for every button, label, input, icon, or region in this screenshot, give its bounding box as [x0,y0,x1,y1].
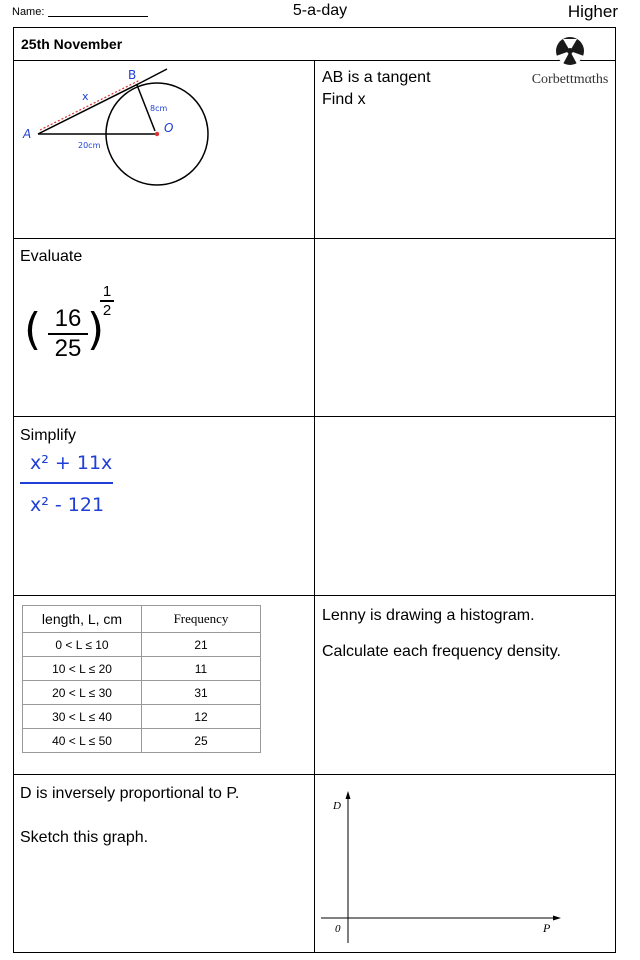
origin-label: 0 [335,923,341,935]
q3-instruction: Simplify [20,427,77,444]
table-cell: 10 < L ≤ 20 [23,657,142,681]
name-label: Name: [12,6,45,18]
table-header-row [23,606,261,633]
q2-exponent [100,284,114,318]
y-axis-arrow [346,791,351,799]
table-row [23,729,261,753]
q2-numerator: 16 [54,305,82,332]
x-axis-label: P [543,921,551,935]
q2-exp-denominator: 2 [102,301,112,319]
centre-point [155,132,159,136]
q4-line2: Calculate each frequency density. [322,643,561,660]
table-cell: 12 [142,705,261,729]
label-radius: 8cm [150,104,168,113]
table-row [23,681,261,705]
label-a: A [23,127,32,141]
axes-graph [315,775,615,953]
table-row [23,657,261,681]
y-axis-label: D [333,800,341,812]
tangent-extension [142,69,167,82]
frequency-table [22,605,261,753]
table-cell: 31 [142,681,261,705]
q1-line1: AB is a tangent [322,69,431,86]
q1-line2: Find x [322,91,366,108]
table-cell: 25 [142,729,261,753]
table-cell: 20 < L ≤ 30 [23,681,142,705]
q2-denominator: 25 [54,335,82,362]
q4-text [322,605,561,663]
logo-text: Corbettmαths [531,72,609,87]
tangent-circle-diagram [14,62,314,238]
date-label: 25th November [21,36,123,52]
level-label: Higher [567,2,618,21]
label-b: B [128,68,137,82]
table-cell: 21 [142,633,261,657]
table-row [23,633,261,657]
corbettmaths-logo-icon [553,36,587,66]
x-axis-arrow [553,916,561,921]
label-x: x [82,90,89,103]
q2-instruction: Evaluate [20,248,83,265]
table-cell: 40 < L ≤ 50 [23,729,142,753]
table-cell: 30 < L ≤ 40 [23,705,142,729]
q3-numerator: x² + 11x [30,452,113,474]
page-title: 5-a-day [292,2,348,19]
label-o: O [164,121,174,135]
q3-denominator: x² - 121 [30,494,105,516]
table-cell: 11 [142,657,261,681]
q3-fraction-bar [20,482,113,484]
q5-line2: Sketch this graph. [20,829,149,846]
q2-left-paren: ( [24,304,42,355]
q4-line1: Lenny is drawing a histogram. [322,607,535,624]
frequency-table-wrap [22,605,261,753]
q5-text [20,783,239,849]
header-frequency: Frequency [142,606,261,633]
table-row [23,705,261,729]
q1-text [322,67,431,111]
q5-line1: D is inversely proportional to P. [20,785,240,802]
corbettmaths-logo [524,36,616,88]
q2-right-paren: ) [87,304,105,355]
table-cell: 0 < L ≤ 10 [23,633,142,657]
q2-fraction [48,306,88,362]
header-length: length, L, cm [23,606,142,633]
q2-exp-numerator: 1 [102,283,112,300]
label-ao: 20cm [78,141,101,150]
segment-x [40,80,140,130]
tangent-line [38,82,142,134]
